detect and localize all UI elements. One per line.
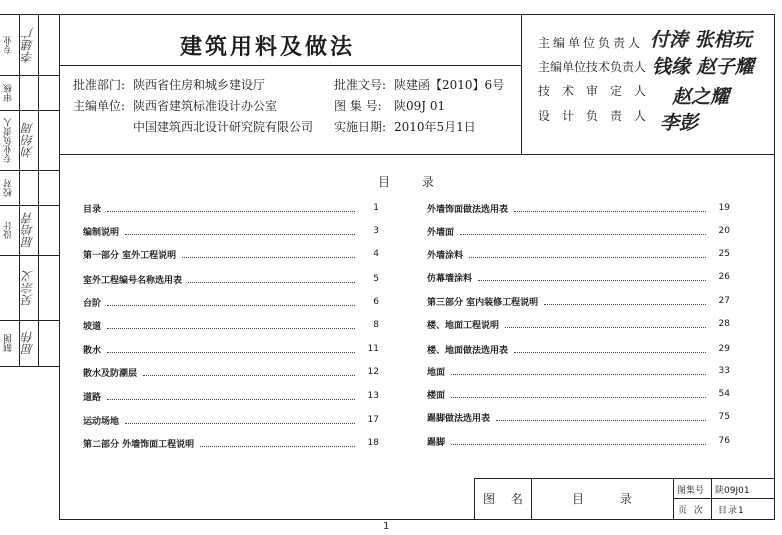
- signature: 钱缘 赵子耀: [652, 56, 754, 78]
- toc-entry[interactable]: [427, 410, 730, 424]
- toc-entry-label: 室外工程编号名称选用表: [83, 275, 183, 286]
- leader-dots: [125, 417, 355, 424]
- toc-entry-page: 4: [373, 249, 379, 259]
- title-block-divider: [711, 478, 712, 520]
- toc-entry-page: 8: [373, 320, 379, 330]
- toc-entry-page: 20: [718, 226, 730, 236]
- toc-entry-label: 楼、地面工程说明: [427, 320, 500, 331]
- page-cell: 目录1: [718, 506, 745, 516]
- drawing-name-label: 图 名: [483, 492, 529, 506]
- approve-dept: 陕西省住房和城乡建设厅: [133, 78, 266, 92]
- leader-dots: [514, 205, 706, 212]
- atlas-no: 陕09J 01: [394, 99, 446, 113]
- leader-dots: [451, 368, 706, 375]
- toc-entry[interactable]: [83, 295, 379, 309]
- responsible-label: 技术审定人: [538, 84, 659, 98]
- strip-signature: 屈培青: [21, 212, 35, 249]
- chief-unit-label: 主编单位:: [73, 99, 126, 113]
- impl-date: 2010年5月1日: [394, 120, 476, 134]
- strip-signature: 屈伟: [21, 331, 35, 355]
- toc-entry[interactable]: [427, 317, 730, 331]
- leader-dots: [478, 274, 706, 281]
- chief-unit-1: 陕西省建筑标准设计办公室: [133, 99, 278, 113]
- leader-dots: [107, 299, 355, 306]
- toc-entry-page: 5: [373, 274, 379, 284]
- toc-entry[interactable]: [83, 272, 379, 286]
- toc-entry-label: 外墙饰面做法选用表: [427, 204, 509, 215]
- leader-dots: [107, 346, 355, 353]
- toc-entry[interactable]: [427, 342, 730, 356]
- toc-entry-page: 12: [367, 367, 379, 377]
- toc-entry[interactable]: [427, 247, 730, 261]
- toc-entry[interactable]: [427, 364, 730, 378]
- strip-signature: 刘绍周: [21, 122, 35, 159]
- header-divider: [521, 14, 522, 154]
- title-block-divider: [531, 478, 532, 520]
- toc-entry-label: 台阶: [83, 298, 102, 309]
- toc-entry-label: 仿幕墙涂料: [427, 273, 473, 284]
- toc-entry-page: 25: [718, 249, 730, 259]
- toc-entry-page: 11: [367, 344, 379, 354]
- strip-line: [0, 170, 60, 171]
- header-bottom-line: [59, 154, 775, 155]
- toc-entry-page: 6: [373, 297, 379, 307]
- impl-date-label: 实施日期:: [334, 120, 387, 134]
- title-block-top: [474, 478, 775, 479]
- approve-doc: 陕建函【2010】6号: [394, 78, 505, 92]
- signature: 付涛 张棺玩: [650, 29, 752, 51]
- toc-entry-label: 外墙涂料: [427, 250, 464, 261]
- toc-entry[interactable]: [427, 434, 730, 448]
- toc-entry[interactable]: [83, 389, 379, 403]
- strip-line: [0, 14, 60, 15]
- toc-entry-label: 目录: [83, 204, 102, 215]
- responsible-label: 主编单位技术负责人: [538, 60, 647, 74]
- leader-dots: [188, 276, 355, 283]
- title-block-divider: [673, 478, 674, 520]
- toc-entry[interactable]: [83, 342, 379, 356]
- toc-entry-page: 19: [718, 203, 730, 213]
- toc-entry[interactable]: [83, 318, 379, 332]
- toc-entry-label: 楼、地面做法选用表: [427, 345, 509, 356]
- strip-line: [0, 205, 60, 206]
- toc-entry[interactable]: [83, 436, 379, 450]
- toc-entry-page: 27: [718, 296, 730, 306]
- signature: 李彭: [660, 112, 699, 134]
- toc-entry-page: 26: [718, 272, 730, 282]
- strip-line: [0, 366, 60, 367]
- toc-entry-page: 3: [373, 226, 379, 236]
- leader-dots: [107, 205, 355, 212]
- toc-entry-page: 33: [718, 366, 730, 376]
- leader-dots: [143, 369, 355, 376]
- page-number: 1: [383, 521, 390, 532]
- title-block-mid: [673, 498, 775, 499]
- atlas-no-cell: 陕09J01: [715, 486, 750, 496]
- leader-dots: [544, 298, 706, 305]
- strip-line: [0, 255, 60, 256]
- leader-dots: [514, 346, 706, 353]
- chief-unit-2: 中国建筑西北设计研究院有限公司: [133, 120, 314, 134]
- toc-entry-page: 75: [718, 412, 730, 422]
- toc-entry-label: 运动场地: [83, 416, 120, 427]
- toc-entry[interactable]: [427, 270, 730, 284]
- page-cell-label: 页 次: [678, 506, 705, 516]
- toc-entry[interactable]: [83, 247, 379, 261]
- strip-signature: 吴宗义: [21, 270, 35, 306]
- toc-entry-page: 76: [718, 436, 730, 446]
- toc-entry[interactable]: [83, 224, 379, 238]
- toc-entry-page: 54: [718, 389, 730, 399]
- strip-label: 专业负责人: [4, 118, 14, 163]
- toc-entry-label: 外墙面: [427, 227, 455, 238]
- toc-entry-page: 18: [367, 438, 379, 448]
- toc-entry-page: 29: [718, 344, 730, 354]
- strip-label: 制图: [4, 334, 14, 352]
- leader-dots: [451, 438, 706, 445]
- toc-entry-label: 散水: [83, 345, 102, 356]
- toc-entry-label: 坡道: [83, 321, 102, 332]
- leader-dots: [469, 251, 706, 258]
- strip-label: 设计: [4, 221, 14, 240]
- toc-entry-page: 1: [373, 203, 379, 213]
- atlas-no-cell-label: 图集号: [677, 486, 705, 496]
- toc-entry-label: 第二部分 外墙饰面工程说明: [83, 439, 195, 450]
- toc-entry-label: 编制说明: [83, 227, 120, 238]
- leader-dots: [125, 228, 355, 235]
- leader-dots: [460, 228, 706, 235]
- page-title: 建筑用料及做法: [180, 34, 356, 60]
- leader-dots: [496, 414, 706, 421]
- responsible-label: 主编单位负责人: [538, 36, 644, 50]
- signature: 赵之耀: [672, 86, 730, 108]
- toc-entry-label: 踢脚: [427, 437, 446, 448]
- responsible-label: 设计负责人: [538, 109, 659, 123]
- leader-dots: [107, 322, 355, 329]
- toc-entry[interactable]: [83, 365, 379, 379]
- strip-label: 校对: [4, 179, 14, 197]
- toc-entry-label: 楼面: [427, 390, 446, 401]
- strip-line: [0, 75, 60, 76]
- strip-line: [0, 320, 60, 321]
- toc-entry[interactable]: [427, 224, 730, 238]
- toc-entry[interactable]: [427, 201, 730, 215]
- strip-line: [0, 110, 60, 111]
- toc-entry[interactable]: [427, 294, 730, 308]
- approve-doc-label: 批准文号:: [334, 78, 387, 92]
- strip-label: 审核: [4, 84, 14, 102]
- toc-entry[interactable]: [427, 387, 730, 401]
- leader-dots: [451, 391, 706, 398]
- toc-entry-page: 13: [367, 391, 379, 401]
- toc-entry-label: 第三部分 室内装修工程说明: [427, 297, 539, 308]
- leader-dots: [200, 440, 355, 447]
- title-block-left: [474, 478, 475, 520]
- leader-dots: [505, 321, 706, 328]
- toc-entry[interactable]: [83, 201, 379, 215]
- approve-dept-label: 批准部门:: [73, 78, 126, 92]
- toc-entry-label: 第一部分 室外工程说明: [83, 250, 177, 261]
- toc-entry-label: 踢脚做法选用表: [427, 413, 491, 424]
- leader-dots: [182, 251, 355, 258]
- leader-dots: [107, 393, 355, 400]
- toc-entry-label: 散水及防潮层: [83, 368, 138, 379]
- strip-label: 专业: [4, 36, 14, 54]
- toc-entry-label: 道路: [83, 392, 102, 403]
- strip-signature: 李建广: [21, 27, 35, 63]
- toc-entry[interactable]: [83, 413, 379, 427]
- atlas-no-label: 图 集 号:: [334, 99, 382, 113]
- toc-heading: 目 录: [378, 175, 448, 189]
- toc-entry-label: 地面: [427, 367, 446, 378]
- toc-entry-page: 17: [367, 415, 379, 425]
- toc-entry-page: 28: [718, 319, 730, 329]
- drawing-name: 目 录: [572, 492, 648, 506]
- title-divider: [59, 65, 521, 66]
